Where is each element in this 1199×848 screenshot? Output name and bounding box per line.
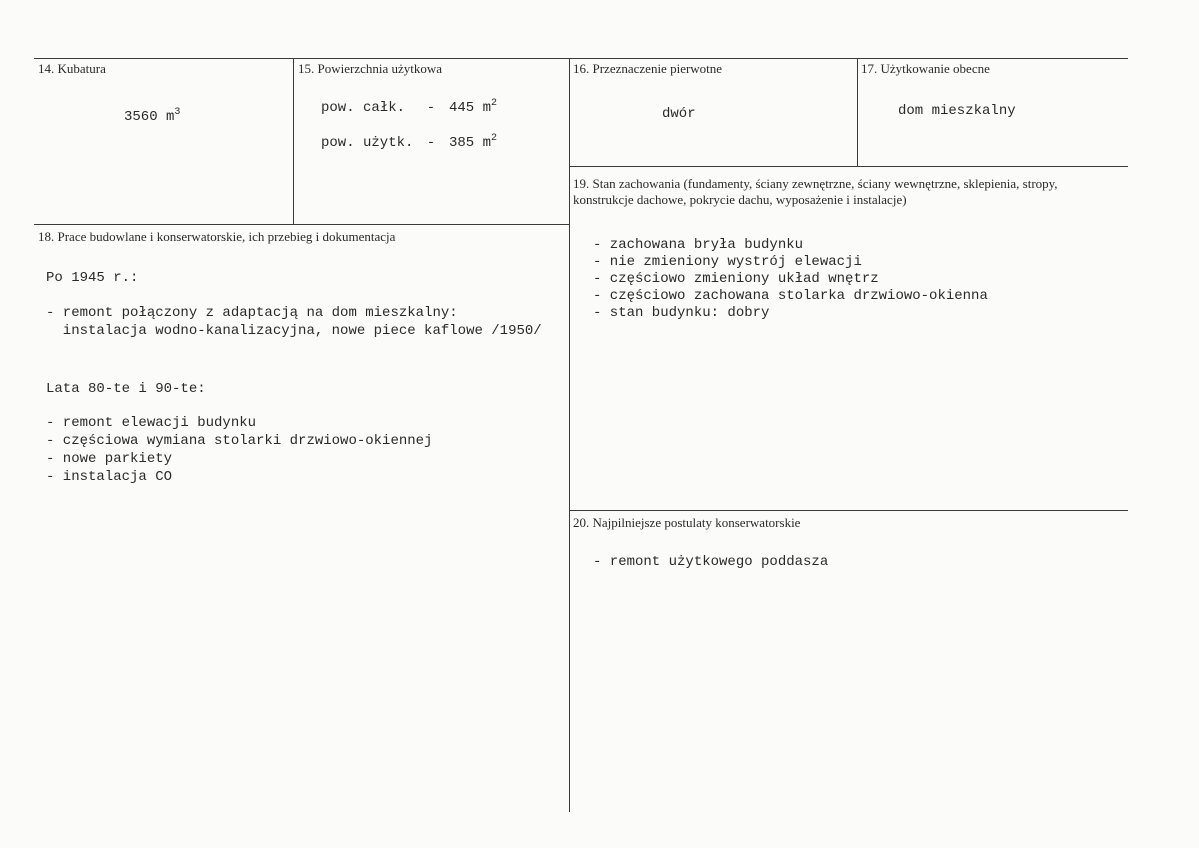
prace-line: Po 1945 r.: xyxy=(46,270,139,286)
prace-line: - nowe parkiety xyxy=(46,451,173,467)
divider-15-18 xyxy=(34,224,570,225)
prace-line: Lata 80-te i 90-te: xyxy=(46,381,206,397)
divider-16-17 xyxy=(857,58,858,167)
kubatura-number: 3560 m xyxy=(124,109,175,125)
stan-line: - zachowana bryła budynku xyxy=(593,237,804,253)
stan-line: - częściowo zmieniony układ wnętrz xyxy=(593,271,879,287)
row-dash: - xyxy=(426,100,436,116)
divider-14-15 xyxy=(293,58,294,224)
stan-line: - częściowo zachowana stolarka drzwiowo-okienna xyxy=(593,288,988,304)
row-name: pow. całk. xyxy=(321,100,406,116)
kubatura-unit-exponent: 3 xyxy=(174,107,181,118)
prace-line: - remont elewacji budynku xyxy=(46,415,257,431)
stan-label: 19. Stan zachowania (fundamenty, ściany zewnętrzne, ściany wewnętrzne, sklepienia, stropy, konstrukcje dachowe, pokrycie dachu, wyposażenie i instalacje) xyxy=(573,176,1058,207)
uzytkowanie-label: 17. Użytkowanie obecne xyxy=(861,61,990,76)
top-border xyxy=(34,58,1128,59)
postulaty-line: - remont użytkowego poddasza xyxy=(593,554,829,570)
powierzchnia-row-2 xyxy=(321,134,497,152)
prace-line: - remont połączony z adaptacją na dom mieszkalny: xyxy=(46,305,458,321)
divider-16-19 xyxy=(569,166,1128,167)
uzytkowanie-value: dom mieszkalny xyxy=(898,103,1016,119)
kubatura-label: 14. Kubatura xyxy=(38,61,106,76)
prace-label: 18. Prace budowlane i konserwatorskie, ich przebieg i dokumentacja xyxy=(38,229,396,244)
stan-line: - nie zmieniony wystrój elewacji xyxy=(593,254,862,270)
prace-line: - częściowa wymiana stolarki drzwiowo-okiennej xyxy=(46,433,433,449)
przeznaczenie-value: dwór xyxy=(662,106,696,122)
row-name: pow. użytk. xyxy=(321,135,414,151)
kubatura-value xyxy=(124,108,180,126)
postulaty-label: 20. Najpilniejsze postulaty konserwatorskie xyxy=(573,515,801,530)
prace-line: instalacja wodno-kanalizacyjna, nowe piece kaflowe /1950/ xyxy=(46,323,542,339)
divider-left-right xyxy=(569,58,570,812)
powierzchnia-row-1 xyxy=(321,99,497,117)
row-exponent: 2 xyxy=(491,133,498,144)
prace-line: - instalacja CO xyxy=(46,469,173,485)
row-dash: - xyxy=(426,135,436,151)
powierzchnia-label: 15. Powierzchnia użytkowa xyxy=(298,61,443,76)
row-value: 445 m xyxy=(449,100,492,116)
divider-19-20 xyxy=(569,510,1128,511)
row-exponent: 2 xyxy=(491,98,498,109)
stan-line: - stan budynku: dobry xyxy=(593,305,770,321)
row-value: 385 m xyxy=(449,135,492,151)
przeznaczenie-label: 16. Przeznaczenie pierwotne xyxy=(573,61,723,76)
